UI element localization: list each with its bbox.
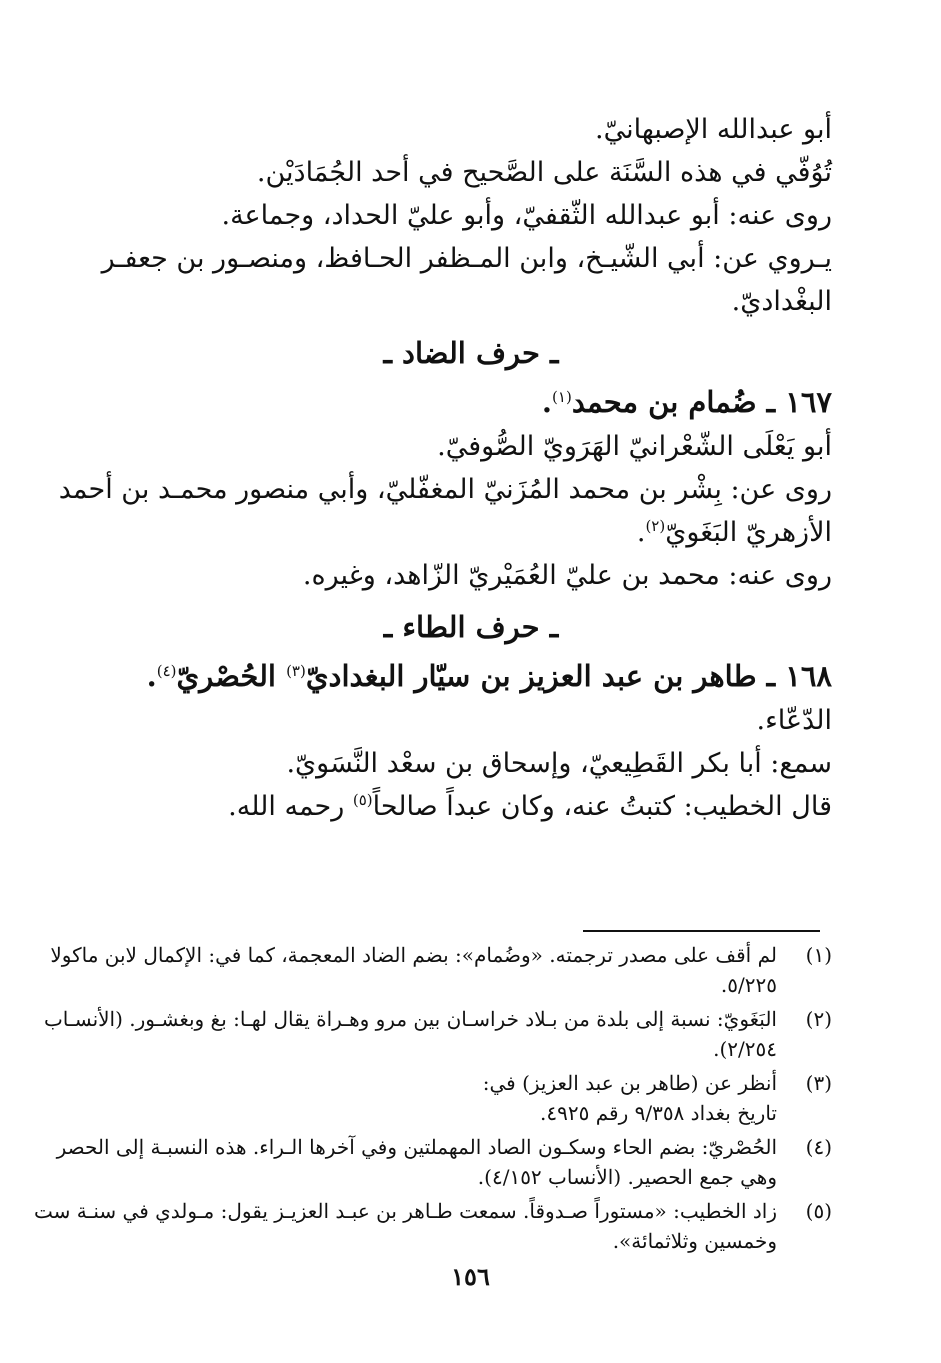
footnote-ref[interactable]: (١) xyxy=(552,388,572,406)
footnote-item xyxy=(56,1132,832,1192)
text-line: أبو عبدالله الإصبهانيّ. xyxy=(595,114,832,145)
entry-title-end: . xyxy=(146,659,157,693)
main-text xyxy=(58,108,832,828)
section-heading-ta: ـ حرف الطاء ـ xyxy=(383,610,559,644)
footnote-body xyxy=(110,1068,777,1128)
footnote-item xyxy=(43,1004,832,1064)
entry-heading-167 xyxy=(110,381,832,425)
footnote-line: البَغَويّ: نسبة إلى بلدة من بـلاد خراسـان بين مرو وهـراة يقال لهـا: بغ وبغشـور. (الأنسـاب xyxy=(43,1007,777,1031)
text-span: قال الخطيب: كتبتُ عنه، وكان عبداً صالحاً xyxy=(372,791,832,822)
footnote-ref[interactable]: (٥) xyxy=(352,791,373,809)
text-line: سمع: أبا بكر القَطِيعيّ، وإسحاق بن سعْد النَّسَويّ. xyxy=(286,748,832,779)
footnote-divider xyxy=(583,930,820,932)
footnote-number: (٥) xyxy=(805,1199,832,1223)
footnote-ref[interactable]: (٣) xyxy=(286,662,306,680)
text-span: رحمه الله. xyxy=(228,791,353,822)
text-line: تُوُفّي في هذه السَّنَة على الصَّحيح في أحد الجُمَادَيْن. xyxy=(256,157,832,188)
footnote-line: لم أقف على مصدر ترجمته. «وضُمام»: بضم الضاد المعجمة، كما في: الإكمال لابن ماكولا xyxy=(50,943,777,967)
text-line xyxy=(110,785,832,828)
footnote-line: وهي جمع الحصير. (الأنساب ٤/١٥٢). xyxy=(477,1165,777,1189)
footnote-line: زاد الخطيب: «مستوراً صـدوقاً. سمعت طـاهر بن عبـد العزيـز يقول: مـولدي في سنـة ست xyxy=(34,1199,777,1223)
footnote-ref[interactable]: (٤) xyxy=(156,662,177,680)
footnote-line: تاريخ بغداد ٩/٣٥٨ رقم ٤٩٢٥. xyxy=(540,1101,777,1125)
footnote-body xyxy=(34,1196,777,1256)
text-line: روى عن: بِشْر بن محمد المُزَنيّ المغفّليّ، وأبي منصور محمـد بن أحمد xyxy=(58,474,832,505)
text-line: روى عنه: أبو عبدالله الثّقفيّ، وأبو عليّ الحداد، وجماعة. xyxy=(221,200,832,231)
text-span: . xyxy=(636,517,646,548)
footnote-line: أنظر عن (طاهر بن عبد العزيز) في: xyxy=(482,1071,777,1095)
entry-heading-168 xyxy=(110,655,832,699)
text-line: الدّعّاء. xyxy=(756,705,832,736)
footnote-item xyxy=(50,940,832,1000)
text-span: الأزهريّ البَغَويّ xyxy=(665,517,832,548)
footnote-line: الحُصْريّ: بضم الحاء وسكـون الصاد المهملتين وفي آخرها الـراء. هذه النسبـة إلى الحصر xyxy=(56,1135,777,1159)
footnote-body xyxy=(57,1132,777,1192)
text-line: يـروي عن: أبي الشّيـخ، وابن المـظفر الحـافظ، ومنصـور بن جعفـر xyxy=(101,243,832,274)
text-line: أبو يَعْلَى الشّعْرانيّ الهَرَويّ الصُّوفيّ. xyxy=(437,431,832,462)
footnote-number: (١) xyxy=(805,943,832,967)
footnote-item xyxy=(34,1196,832,1256)
footnote-body xyxy=(44,1004,777,1064)
entry-title-part: الحُصْريّ xyxy=(176,659,287,693)
footnote-line: وخمسين وثلاثمائة». xyxy=(612,1229,777,1253)
text-line: روى عنه: محمد بن عليّ العُمَيْريّ الزّاهد، وغيره. xyxy=(302,560,832,591)
footnote-number: (٤) xyxy=(805,1135,832,1159)
footnote-ref[interactable]: (٢) xyxy=(645,517,666,535)
entry-title: ١٦٧ ـ ضُمام بن محمد xyxy=(571,385,832,419)
footnote-number: (٢) xyxy=(805,1007,832,1031)
footnote-line: ٥/٢٢٥. xyxy=(720,973,777,997)
entry-title: ١٦٨ ـ طاهر بن عبد العزيز بن سيّار البغداديّ xyxy=(305,659,832,693)
footnote-body xyxy=(50,940,777,1000)
page-number: ١٥٦ xyxy=(451,1262,490,1291)
footnotes xyxy=(34,940,832,1260)
footnote-item xyxy=(110,1068,832,1128)
footnote-number: (٣) xyxy=(805,1071,832,1095)
text-line xyxy=(110,511,832,554)
section-heading-dad: ـ حرف الضاد ـ xyxy=(383,336,559,370)
text-line: البغْداديّ. xyxy=(731,286,832,317)
entry-title-end: . xyxy=(541,385,553,419)
footnote-line: ٢/٢٥٤). xyxy=(713,1037,777,1061)
